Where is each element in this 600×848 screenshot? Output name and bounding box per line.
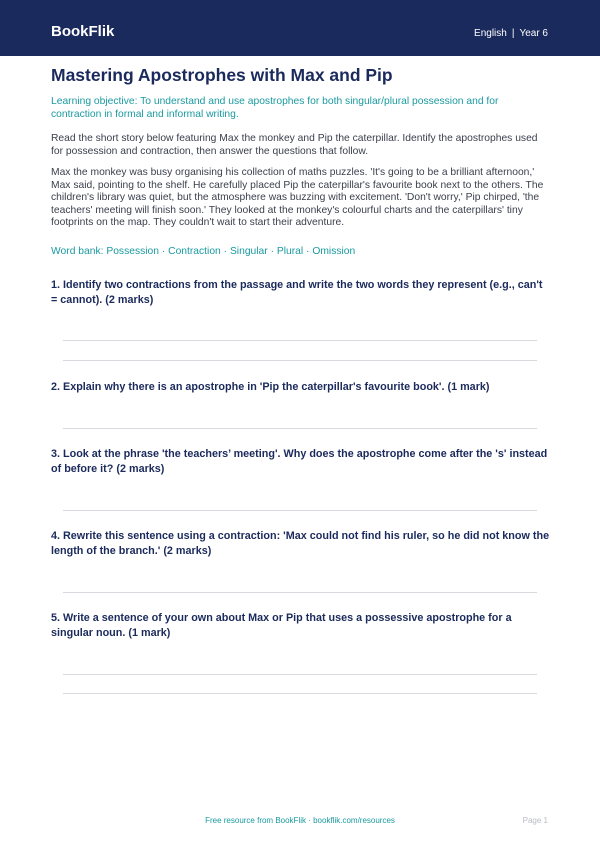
answer-line[interactable] [63, 592, 537, 593]
header-separator: | [511, 28, 515, 39]
answer-line[interactable] [63, 510, 537, 511]
answer-line[interactable] [63, 693, 537, 694]
answer-line[interactable] [63, 674, 537, 675]
answer-line[interactable] [63, 340, 537, 341]
question-1: 1. Identify two contractions from the passage and write the two words they represent (e.g., can't = cannot). (2 marks) [51, 279, 543, 306]
year-label: Year 6 [519, 28, 548, 39]
question-3: 3. Look at the phrase 'the teachers’ meeting'. Why does the apostrophe come after the 's' instead of before it? (2 marks) [51, 448, 548, 475]
word-bank: Word bank: Possession · Contraction · Singular · Plural · Omission [51, 246, 356, 257]
page-number: Page 1 [522, 816, 548, 825]
intro-paragraph: Read the short story below featuring Max the monkey and Pip the caterpillar. Identify the apostrophes used for possession and contraction, then answer the questions that follow. [51, 133, 538, 157]
subject-label: English [474, 28, 507, 39]
footer-link[interactable]: Free resource from BookFlik · bookflik.com/resources [205, 816, 395, 825]
page-header [0, 0, 600, 56]
header-meta [474, 27, 548, 41]
question-5: 5. Write a sentence of your own about Max or Pip that uses a possessive apostrophe for a singular noun. (1 mark) [51, 612, 512, 639]
learning-objective: Learning objective: To understand and use apostrophes for both singular/plural possession and for contraction in formal and informal writing. [51, 96, 499, 120]
brand-logo: BookFlik [51, 23, 115, 40]
answer-line[interactable] [63, 360, 537, 361]
answer-line[interactable] [63, 428, 537, 429]
story-paragraph: Max the monkey was busy organising his collection of maths puzzles. 'It's going to be a brilliant afternoon,' Max said, pointing to the shelf. He carefully placed Pip the caterpillar's favourite book next to the others. The children's library was quiet, but the atmosphere was buzzing with excitement. 'Don't worry,' Pip chirped, 'the teachers' meeting will finish soon.' They looked at the monkey's colourful charts and the caterpillars' tiny footprints on the map. They couldn't wait to start their adventure. [51, 167, 544, 228]
question-2: 2. Explain why there is an apostrophe in 'Pip the caterpillar's favourite book'. (1 mark) [51, 381, 490, 393]
question-4: 4. Rewrite this sentence using a contraction: 'Max could not find his ruler, so he did not know the length of the branch.' (2 marks) [51, 530, 550, 557]
page-title: Mastering Apostrophes with Max and Pip [51, 65, 393, 85]
